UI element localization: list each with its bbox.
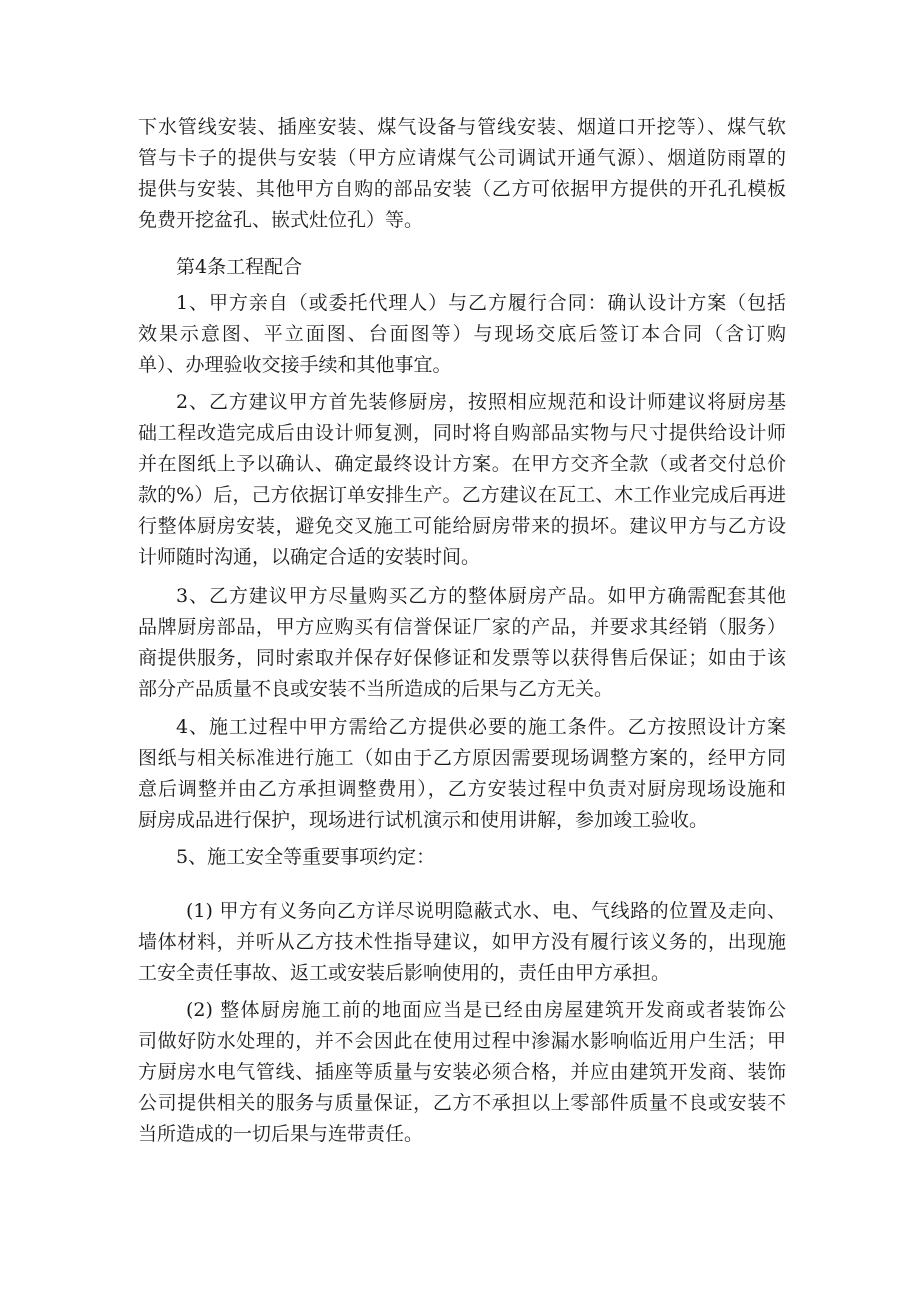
text-line: 商提供服务，同时索取并保存好保修证和发票等以获得售后保证；如由于该 <box>138 647 786 669</box>
section-heading <box>138 252 786 283</box>
paragraph-subitem-2 <box>138 995 786 1150</box>
paragraph-item-2 <box>138 387 786 573</box>
text-line: 计师随时沟通，以确定合适的安装时间。 <box>138 546 481 568</box>
text-line: 公司提供相关的服务与质量保证，乙方不承担以上零部件质量不良或安装不 <box>138 1092 786 1114</box>
text-line: 1、甲方亲自（或委托代理人）与乙方履行合同：确认设计方案（包括 <box>176 292 786 314</box>
text-line: 意后调整并由乙方承担调整费用），乙方安装过程中负责对厨房现场设施和 <box>138 778 786 800</box>
text-line: 当所造成的一切后果与连带责任。 <box>138 1123 424 1145</box>
text-line: 免费开挖盆孔、嵌式灶位孔）等。 <box>138 209 424 231</box>
text-line: 5、施工安全等重要事项约定： <box>176 846 436 868</box>
paragraph-subitem-1 <box>138 896 786 989</box>
paragraph-item-5 <box>138 842 786 873</box>
text-line: 提供与安装、其他甲方自购的部品安装（乙方可依据甲方提供的开孔孔模板 <box>138 178 786 200</box>
text-line: 品牌厨房部品，甲方应购买有信誉保证厂家的产品，并要求其经销（服务） <box>138 616 786 638</box>
text-line: 图纸与相关标准进行施工（如由于乙方原因需要现场调整方案的，经甲方同 <box>138 747 786 769</box>
text-line: 2、乙方建议甲方首先装修厨房，按照相应规范和设计师建议将厨房基 <box>176 391 786 413</box>
text-line: 效果示意图、平立面图、台面图等）与现场交底后签订本合同（含订购 <box>138 323 786 345</box>
text-line: 单）、办理验收交接手续和其他事宜。 <box>138 354 452 376</box>
paragraph-continuation <box>138 112 786 236</box>
paragraph-item-3 <box>138 581 786 705</box>
text-line: 墙体材料，并听从乙方技术性指导建议，如甲方没有履行该义务的，出现施 <box>138 931 786 953</box>
text-line: (1) 甲方有义务向乙方详尽说明隐蔽式水、电、气线路的位置及走向、 <box>186 900 786 922</box>
text-line: 行整体厨房安装，避免交叉施工可能给厨房带来的损坏。建议甲方与乙方设 <box>138 515 786 537</box>
heading-text: 第4条工程配合 <box>176 256 303 278</box>
text-line: 工安全责任事故、返工或安装后影响使用的，责任由甲方承担。 <box>138 962 671 984</box>
text-line: 下水管线安装、插座安装、煤气设备与管线安装、烟道口开挖等）、煤气软 <box>138 116 786 138</box>
text-line: 础工程改造完成后由设计师复测，同时将自购部品实物与尺寸提供给设计师 <box>138 422 786 444</box>
text-line: 方厨房水电气管线、插座等质量与安装必须合格，并应由建筑开发商、装饰 <box>138 1061 786 1083</box>
text-line: 厨房成品进行保护，现场进行试机演示和使用讲解，参加竣工验收。 <box>138 809 709 831</box>
text-line: 款的%）后，己方依据订单安排生产。乙方建议在瓦工、木工作业完成后再进 <box>138 484 786 506</box>
text-line: 并在图纸上予以确认、确定最终设计方案。在甲方交齐全款（或者交付总价 <box>138 453 786 475</box>
text-line: (2) 整体厨房施工前的地面应当是已经由房屋建筑开发商或者装饰公 <box>186 999 786 1021</box>
text-line: 4、施工过程中甲方需给乙方提供必要的施工条件。乙方按照设计方案 <box>176 716 786 738</box>
paragraph-item-4 <box>138 712 786 836</box>
paragraph-item-1 <box>138 288 786 381</box>
text-line: 部分产品质量不良或安装不当所造成的后果与乙方无关。 <box>138 678 614 700</box>
text-line: 管与卡子的提供与安装（甲方应请煤气公司调试开通气源）、烟道防雨罩的 <box>138 147 786 169</box>
text-line: 司做好防水处理的，并不会因此在使用过程中渗漏水影响临近用户生活；甲 <box>138 1030 786 1052</box>
text-line: 3、乙方建议甲方尽量购买乙方的整体厨房产品。如甲方确需配套其他 <box>176 585 786 607</box>
